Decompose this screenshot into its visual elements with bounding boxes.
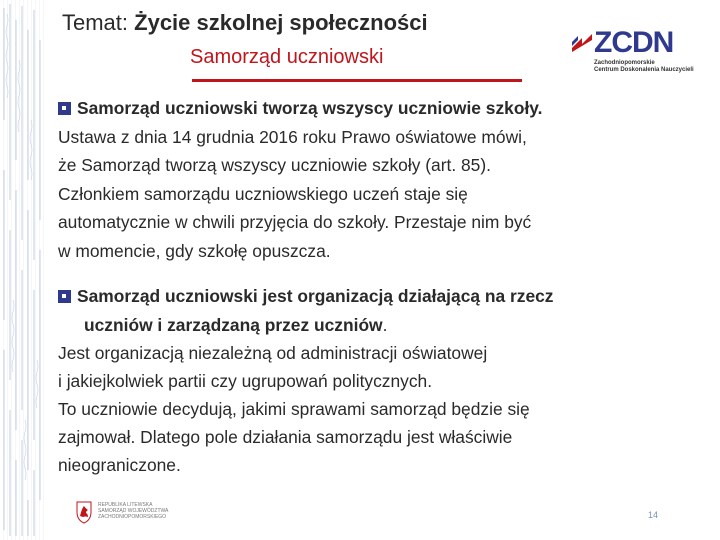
handwriting-pattern [0,0,46,540]
footer-region-logo [74,500,204,526]
slide-topic [62,10,428,36]
bullet-2-heading [58,282,698,311]
bullet-2-heading-period: . [382,314,388,335]
footer-org-name [98,502,168,520]
slide-body [58,94,698,479]
zcdn-logo-subtitle-line1: Zachodniopomorskie [594,60,655,66]
checkbox-bullet-icon [58,102,71,115]
bullet-1-heading [58,94,698,123]
zcdn-logo-subtitle-line2: Centrum Doskonalenia Nauczycieli [594,67,694,73]
topic-prefix: Temat: [62,10,135,35]
title-underline [192,79,522,82]
zcdn-logo [570,26,694,78]
bullet-2-line-4: zajmował. Dlatego pole działania samorządu jest właściwie [58,427,513,447]
bullet-2-heading-text-2: uczniów i zarządzaną przez uczniów [84,314,383,335]
bullet-1-line-2: że Samorząd tworzą wszyscy uczniowie szkoły (art. 85). [58,155,491,175]
zcdn-logo-subtitle [594,60,694,74]
bullet-2-line-1: Jest organizacją niezależną od administracji oświatowej [58,343,488,363]
footer-org-line-3: ZACHODNIOPOMORSKIEGO [98,514,167,520]
bullet-1-heading-text: Samorząd uczniowski tworzą wszyscy uczniowie szkoły. [77,98,543,118]
bullet-2-heading-text-1: Samorząd uczniowski jest organizacją działającą na rzecz [77,286,554,306]
footer-org-line-2: SAMORZĄD WOJEWÓDZTWA [98,508,169,514]
bullet-2-heading-continuation [58,311,698,340]
zcdn-logo-mark-icon [570,28,594,54]
bullet-1-line-1: Ustawa z dnia 14 grudnia 2016 roku Prawo oświatowe mówi, [58,126,527,147]
bullet-2-line-3: To uczniowie decydują, jakimi sprawami samorząd będzie się [58,399,530,419]
bullet-1-line-4: automatycznie w chwili przyjęcia do szkoły. Przestaje nim być [58,212,532,232]
slide-subtitle: Samorząd uczniowski [190,46,384,68]
checkbox-bullet-icon [58,290,71,303]
paragraph-spacer [58,265,698,282]
handwriting-margin-decoration [0,0,46,540]
topic-title: Życie szkolnej społeczności [134,10,428,35]
bullet-2-line-2: i jakiejkolwiek partii czy ugrupowań politycznych. [58,371,433,391]
page-number: 14 [648,510,659,520]
bullet-1-line-5: w momencie, gdy szkołę opuszcza. [58,240,331,261]
zcdn-logo-text: ZCDN [594,26,674,59]
bullet-1-line-3: Członkiem samorządu uczniowskiego uczeń staje się [58,183,468,204]
bullet-2-line-5: nieograniczone. [58,455,181,475]
footer-org-line-1: REPUBLIKA LITEWSKA [98,502,153,508]
griffin-crest-icon [74,500,94,524]
